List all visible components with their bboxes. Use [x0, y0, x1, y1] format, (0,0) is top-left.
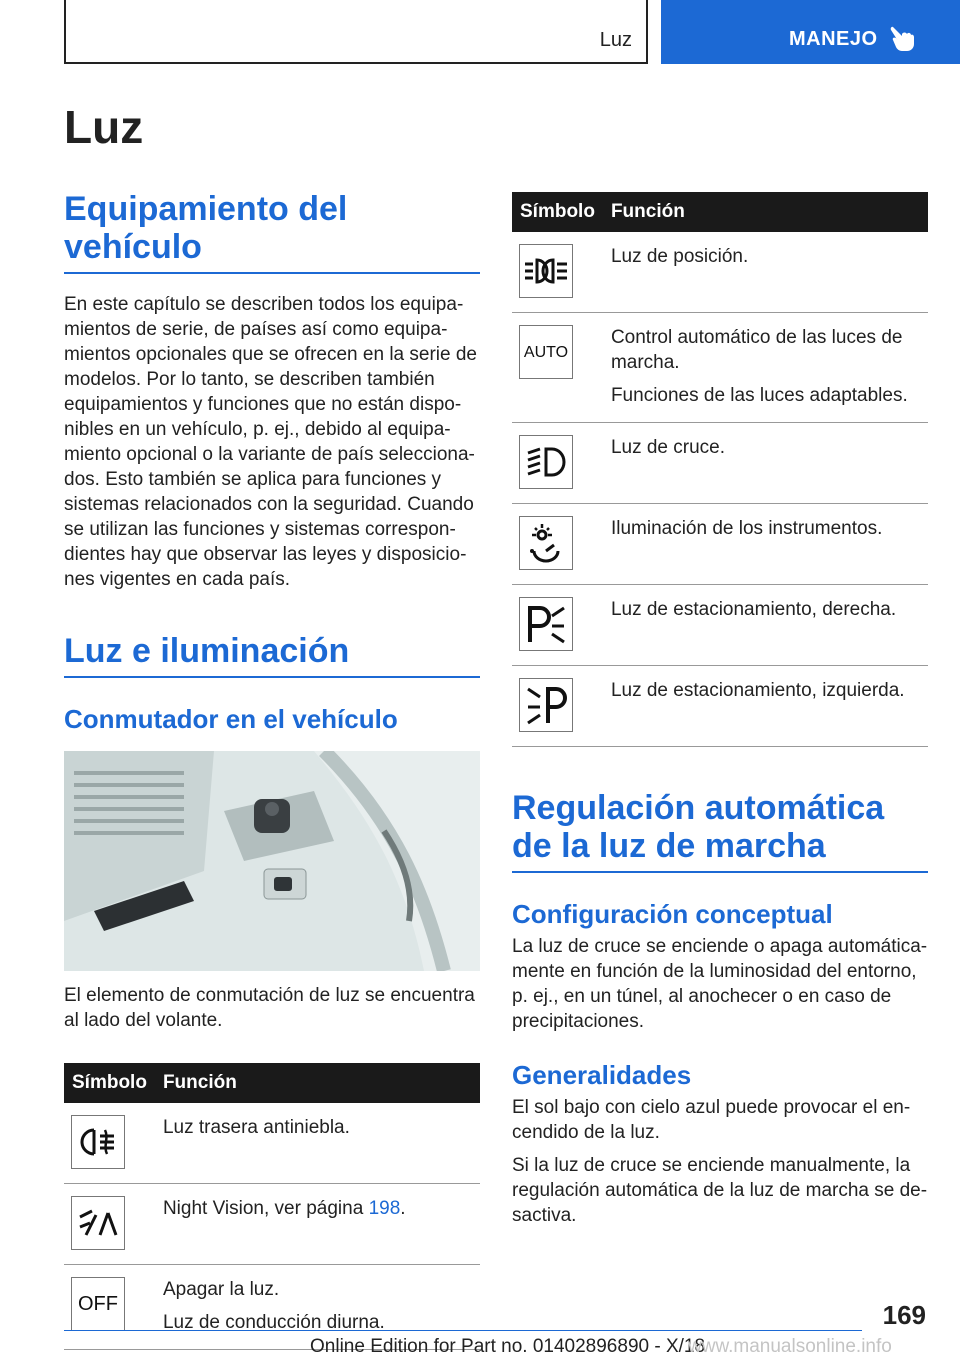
- header-symbol: Símbolo: [512, 192, 603, 232]
- table-row: [512, 585, 928, 666]
- night-vision-icon: [71, 1196, 125, 1250]
- function-text: Luz de posición.: [610, 246, 749, 267]
- function-text: Luz trasera antiniebla.: [162, 1117, 350, 1139]
- auto-icon: AUTO: [519, 325, 573, 379]
- function-text: Luz de estacionamiento, derecha.: [610, 599, 897, 620]
- parking-light-right-icon: [519, 597, 573, 651]
- parking-light-left-icon: [519, 678, 573, 732]
- parking-lights-icon: [519, 244, 573, 298]
- right-column: [512, 192, 928, 1228]
- off-icon: OFF: [71, 1277, 125, 1331]
- heading-luz-iluminacion: Luz e iluminación: [64, 632, 480, 678]
- header-chapter-label: MANEJO: [789, 28, 878, 50]
- function-text: Night Vision, ver página: [162, 1198, 369, 1220]
- subheading-generalidades: Generalidades: [512, 1060, 692, 1091]
- table-header-row: [64, 1063, 480, 1103]
- generalidades-paragraph-2: Si la luz de cruce se enciende manualmente, la regulación automática de la luz de marcha se desactiva.: [512, 1155, 928, 1227]
- page-number: 169: [882, 1300, 926, 1330]
- table-header-row: [512, 192, 928, 232]
- configuracion-paragraph: La luz de cruce se enciende o apaga automáticamente en función de la luminosidad del entorno, p. ej., en un túnel, al anochecer o en caso de precipitaciones.: [512, 936, 928, 1033]
- header-function: Función: [155, 1063, 480, 1103]
- left-column: [64, 190, 480, 1350]
- footer-watermark: www.manualsonline.info: [688, 1336, 892, 1357]
- light-switch-photo: [64, 751, 480, 971]
- switch-caption: El elemento de conmutación de luz se encuentra al lado del volante.: [64, 985, 475, 1032]
- footer-divider: [64, 1330, 862, 1331]
- subheading-configuracion: Configuración conceptual: [512, 899, 833, 930]
- low-beam-icon: [519, 435, 573, 489]
- symbol-table-right: [512, 192, 928, 747]
- header-function: Función: [603, 192, 928, 232]
- table-row: [512, 232, 928, 313]
- function-text: Apagar la luz.: [162, 1279, 280, 1301]
- page-title: Luz: [64, 101, 144, 153]
- header-symbol: Símbolo: [64, 1063, 155, 1103]
- function-text: Iluminación de los instrumentos.: [610, 518, 883, 539]
- function-text: Luz de cruce.: [610, 437, 726, 458]
- header-chapter-tab[interactable]: [661, 0, 960, 64]
- header-section-box: [64, 0, 648, 64]
- function-text: Control automático de las luces de marcha.: [610, 327, 903, 373]
- table-row: [512, 423, 928, 504]
- function-text: Luz de conducción diurna.: [162, 1312, 385, 1334]
- function-text: Luz de estacionamiento, izquierda.: [610, 680, 905, 701]
- page-link-198[interactable]: 198: [368, 1198, 401, 1220]
- table-row: [512, 666, 928, 747]
- subheading-conmutador: Conmutador en el vehículo: [64, 704, 398, 735]
- heading-equipamiento: Equipamiento del vehículo: [64, 190, 480, 274]
- function-text: Funciones de las luces adaptables.: [610, 385, 908, 406]
- table-row: Night Vision, ver página 198.: [64, 1184, 480, 1265]
- header-section-label: Luz: [599, 29, 632, 51]
- table-row: [64, 1103, 480, 1184]
- generalidades-paragraph-1: El sol bajo con cielo azul puede provocar el encendido de la luz.: [512, 1097, 911, 1144]
- symbol-table-left: [64, 1063, 480, 1350]
- pointing-hand-icon: [889, 24, 915, 52]
- equipamiento-paragraph: En este capítulo se describen todos los equipamientos de serie, de países así como equipamientos opcionales que se ofrecen en la serie de modelos. Por lo tanto, se describen también equipamientos y funciones que no están disponibles en un vehículo, p. ej., debido al equipamiento opcional o la variante de país seleccionados. Esto también se aplica para funciones y sistemas relacionados con la seguridad. Cuando se utilizan las funciones y sistemas correspondientes hay que observar las leyes y disposiciones vigentes en cada país.: [64, 294, 477, 591]
- heading-regulacion: Regulación automática de la luz de marcha: [512, 789, 928, 873]
- table-row: [512, 313, 928, 423]
- table-row: [512, 504, 928, 585]
- instrument-lighting-icon: [519, 516, 573, 570]
- footer-edition: Online Edition for Part no. 01402896890 - X/18: [310, 1336, 706, 1357]
- rear-fog-light-icon: [71, 1115, 125, 1169]
